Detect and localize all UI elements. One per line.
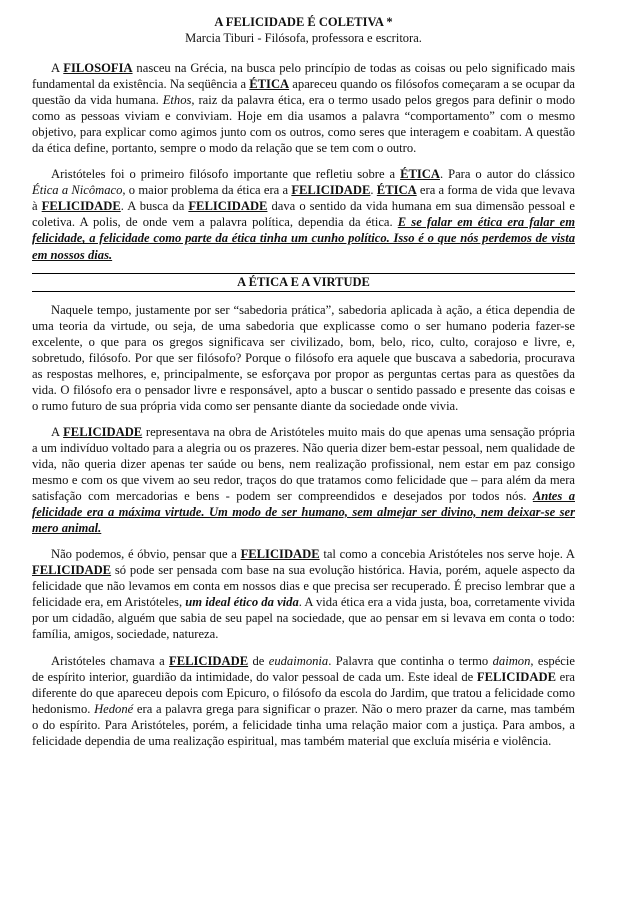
paragraph-5	[32, 546, 575, 642]
keyword: FELICIDADE	[32, 563, 112, 578]
text: Aristóteles foi o primeiro filósofo importante que refletiu sobre a	[51, 167, 401, 182]
keyword: FELICIDADE	[63, 424, 143, 439]
text: representava na obra de Aristóteles muito mais do que apenas uma sensação própria a um indivíduo voltado para a alegria ou os prazeres. Não queria dizer bem-estar pessoal, nem qualidade de vida, não queria dizer apenas ter saúde ou bens, nem realização profissional, nem estar em paz consigo mesmo e com os que vivem ao seu redor, traços do que tratamos como felicidade que – para além da mera satisfação com mercadorias e bens - podem ser compreendidos e desejados por todos nós.	[32, 424, 575, 504]
italic-term: eudaimonia	[268, 653, 329, 668]
text: só pode ser pensada com base na sua evolução histórica. Havia, porém, aquele aspecto da felicidade que não levamos em conta em nossos dias e que precisa ser recuperado. É preciso lembrar que a felicidade era, em Aristóteles,	[32, 563, 575, 610]
text: era a palavra grega para significar o prazer. Não o mero prazer da carne, mas também o do espírito. Para Aristóteles, porém, a felicidade tinha uma relação maior com a justiça. Para ambos, a felicidade dependia de uma realização espiritual, mas também material que excluía miséria e violência.	[32, 701, 575, 748]
keyword: FELICIDADE	[291, 183, 371, 198]
keyword: FILOSOFIA	[63, 61, 133, 75]
text: tal como a concebia Aristóteles nos serve hoje. A	[319, 547, 575, 562]
paragraph-2	[32, 166, 575, 262]
keyword: FELICIDADE	[41, 199, 121, 214]
emphasis: um ideal ético da vida	[185, 595, 299, 610]
text: , espécie de espírito interior, guardião da intimidade, do valor pessoal de cada um. Este ideal de	[32, 653, 575, 684]
keyword: FELICIDADE	[169, 653, 249, 668]
text: Aristóteles chamava a	[51, 653, 170, 668]
paragraph-3: Naquele tempo, justamente por ser “sabedoria prática”, sabedoria aplicada à ação, a ética dependia de uma teoria da virtude, ou seja, de uma sabedoria que explicasse como o ser humano poderia fazer-se excelente, o que para os gregos significava ser civilizado, bom, belo, rico, culto, corajoso e livre, e, sobretudo, filósofo. Por que ser filósofo? Porque o filósofo era aquele que buscava a sabedoria, procurava as respostas melhores, e, principalmente, se esforçava por propor as perguntas certas para as questões da vida. O filósofo era o pensador livre e responsável, apto a buscar o sentido passado e presente das coisas e o rumo futuro de sua própria vida como ser pensante diante da sociedade onde vivia.	[32, 302, 575, 413]
italic-term: Ethos	[162, 93, 192, 108]
text: nasceu na Grécia, na busca pelo princípio de todas as coisas ou pelo significado mais fundamental da existência. Na seqüência a	[32, 61, 575, 92]
italic-term: Hedoné	[94, 701, 134, 716]
text: Não podemos, é óbvio, pensar que a	[51, 547, 241, 562]
highlighted-quote: E se falar em ética era falar em felicidade, a felicidade como parte da ética tinha um cunho político. Isso é o que nós perdemos de vista em nossos dias.	[32, 215, 575, 262]
paragraph-1	[32, 60, 575, 156]
paragraph-4	[32, 424, 575, 536]
text: era diferente do que apareceu depois com Epicuro, o filósofo da escola do Jardim, que tratou a felicidade como hedonismo.	[32, 669, 575, 716]
document-author: Marcia Tiburi - Filósofa, professora e escritora.	[185, 31, 422, 45]
text: . Para o autor do clássico	[439, 167, 575, 182]
document-page	[32, 14, 575, 759]
document-title: A FELICIDADE É COLETIVA *	[214, 15, 393, 29]
keyword: ÉTICA	[376, 183, 417, 198]
keyword: FELICIDADE	[240, 547, 320, 562]
text: dava o sentido da vida humana em sua dimensão pessoal e coletiva. A polis, de onde vem a palavra política, dependia da ética.	[32, 199, 575, 230]
italic-term: Ética a Nicômaco	[32, 183, 123, 198]
italic-term: daimon	[492, 653, 531, 668]
text: , raiz da palavra ética, era o termo usado pelos gregos para definir o modo como as pessoas viviam e conviviam. Hoje em dia usamos a palavra “comportamento” com o mesmo objetivo, para explicar como agimos junto com os outros, como seres que interagem e coabitam. A questão da ética define, portanto, sempre o modo da relação que se tem com o outro.	[32, 93, 575, 156]
highlighted-quote: Antes a felicidade era a máxima virtude. Um modo de ser humano, sem almejar ser divino, nem deixar-se ser mero animal.	[32, 489, 575, 536]
keyword: ÉTICA	[249, 77, 290, 92]
text: A	[51, 61, 64, 75]
text: , o maior problema da ética era a	[122, 183, 292, 198]
text: era a forma de vida que levava à	[32, 183, 575, 214]
text: . A vida ética era a vida justa, boa, corretamente vivida por um cidadão, alguém que sabia de seu papel na sociedade, que ao pensar em si levava em conta o todo: família, amigos, sociedade, natureza.	[32, 595, 575, 642]
section-title: A ÉTICA E A VIRTUDE	[32, 274, 575, 292]
text: . Palavra que continha o termo	[328, 653, 493, 668]
text: apareceu quando os filósofos começaram a se ocupar da questão da vida humana.	[32, 77, 575, 108]
keyword: FELICIDADE	[188, 199, 268, 214]
text: de	[248, 653, 269, 668]
paragraph-6	[32, 653, 575, 749]
text: . A busca da	[120, 199, 189, 214]
keyword: ÉTICA	[400, 167, 440, 182]
text: .	[370, 183, 377, 198]
bold-term: FELICIDADE	[476, 669, 556, 684]
text: A	[51, 424, 64, 439]
